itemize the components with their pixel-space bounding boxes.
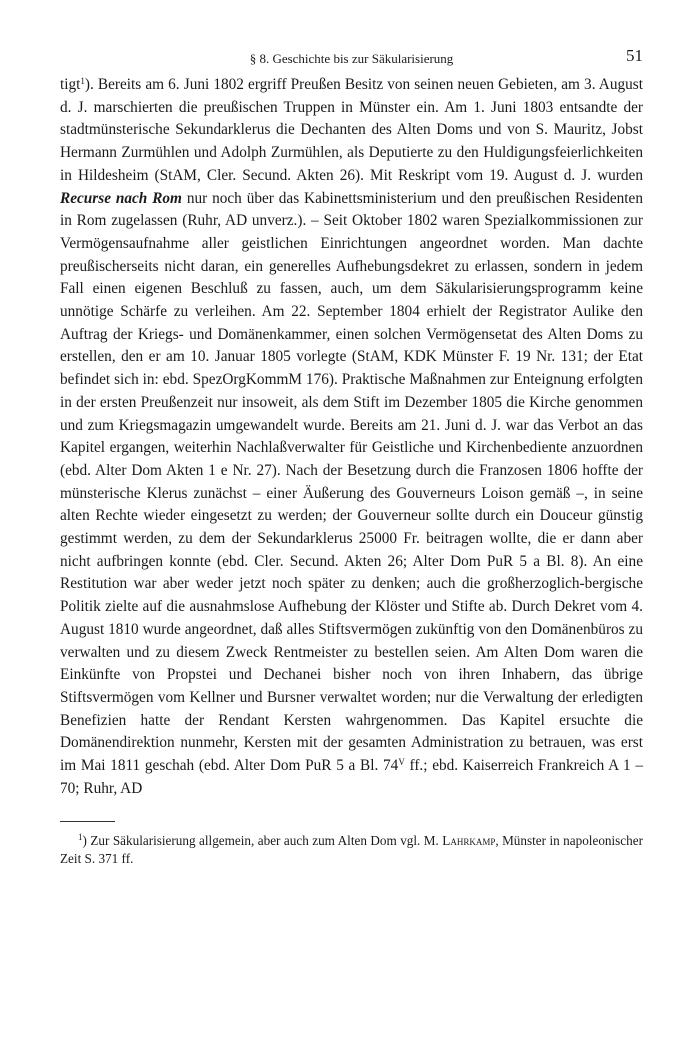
- running-title: § 8. Geschichte bis zur Säkularisierung: [249, 51, 454, 66]
- running-head: [60, 44, 643, 74]
- text-run: ff.; ebd. Kaiserreich Frankreich A 1 – 70; Ruhr, AD: [60, 757, 643, 797]
- emphasized-text: Recurse nach Rom: [60, 189, 182, 207]
- footnote-reference: 1: [80, 76, 85, 86]
- text-run: nur noch über das Kabinettsministerium und den preußischen Residenten in Rom zugelassen (Ruhr, AD unverz.). – Seit Oktober 1802 waren Spezialkommissionen zur Vermögensaufnahme aller geistlichen Einrichtungen angeordnet worden. Man dachte preußischerseits nicht daran, ein generelles Aufhebungsdekret zu erlassen, sondern in jedem Fall einen eigenen Beschluß zu fassen, auch, um dem Säkularisierungsprogramm keine unnötige Schärfe zu verleihen. Am 22. September 1804 erhielt der Registrator Aulike den Auftrag der Kriegs- und Domänenkammer, einen solchen Vermögensetat des Alten Doms zu erstellen, den er am 10. Januar 1805 vorlegte (StAM, KDK Münster F. 19 Nr. 131; der Etat befindet sich in: ebd. SpezOrgKommM 176). Praktische Maßnahmen zur Enteignung erfolgten in der ersten Preußenzeit nur insoweit, als dem Stift im Dezember 1805 die Kirche genommen und zum Kriegsmagazin umgewandelt wurde. Bereits am 21. Juni d. J. war das Verbot an das Kapitel ergangen, weiterhin Nachlaßverwalter für Geistliche und Kirchenbediente anzuordnen (ebd. Alter Dom Akten 1 e Nr. 27). Nach der Besetzung durch die Franzosen 1806 hoffte der münsterische Klerus zunächst – einer Äußerung des Gouverneurs Loison gemäß –, in seine alten Rechte wieder eingesetzt zu werden; der Gouverneur sollte durch ein Douceur günstig gestimmt werden, zu dem der Sekundarklerus 25000 Fr. beitragen wollte, die er dann aber nicht aufbringen konnte (ebd. Cler. Secund. Akten 26; Alter Dom PuR 5 a Bl. 8). An eine Restitution war aber weder jetzt noch später zu denken; auch die großherzoglich-bergische Politik zielte auf die ausnahmslose Aufhebung der Klöster und Stifte ab. Durch Dekret vom 4. August 1810 wurde angeordnet, daß alles Stiftsvermögen zukünftig von den Domänenbüros zu verwalten und zu diesem Zweck Rentmeister zu bestellen seien. Am Alten Dom waren die Einkünfte von Propstei und Dechanei bisher noch von ihren Inhabern, das übrige Stiftsvermögen vom Kellner und Bursner verwaltet worden; nur die Verwaltung der erledigten Benefizien hatte der Rendant Kersten wahrgenommen. Das Kapitel ersuchte die Domänendirektion nunmehr, Kersten mit der gesamten Administration zu betrauen, was erst im Mai 1811 geschah (ebd. Alter Dom PuR 5 a Bl. 74: [60, 189, 643, 775]
- page-number: 51: [626, 46, 643, 65]
- footnote: [60, 832, 643, 868]
- document-page: [60, 44, 643, 868]
- footnote-marker: 1: [78, 831, 83, 842]
- footnote-divider: [60, 821, 115, 822]
- body-text: [60, 74, 643, 801]
- footnote-author: Lahrkamp: [442, 832, 496, 848]
- text-run: ). Bereits am 6. Juni 1802 ergriff Preußen Besitz von seinen neuen Gebieten, am 3. August d. J. marschierten die preußischen Truppen in Münster ein. Am 1. Juni 1803 entsandte der stadtmünsterische Sekundarklerus die Dechanten des Alten Doms und von S. Mauritz, Jobst Hermann Zurmühlen und Adolph Zurmühlen, als Deputierte zu den Huldigungsfeierlichkeiten in Hildesheim (StAM, Cler. Secund. Akten 26). Mit Reskript vom 19. August d. J. wurden: [60, 76, 643, 184]
- footnote-text: ) Zur Säkularisierung allgemein, aber auch zum Alten Dom vgl. M.: [82, 832, 443, 848]
- superscript-verso: V: [398, 757, 405, 768]
- text-run: tigt: [60, 76, 81, 93]
- paragraph: [60, 74, 643, 801]
- footnote-text: , Münster in napoleonischer Zeit S. 371 ff.: [60, 832, 644, 866]
